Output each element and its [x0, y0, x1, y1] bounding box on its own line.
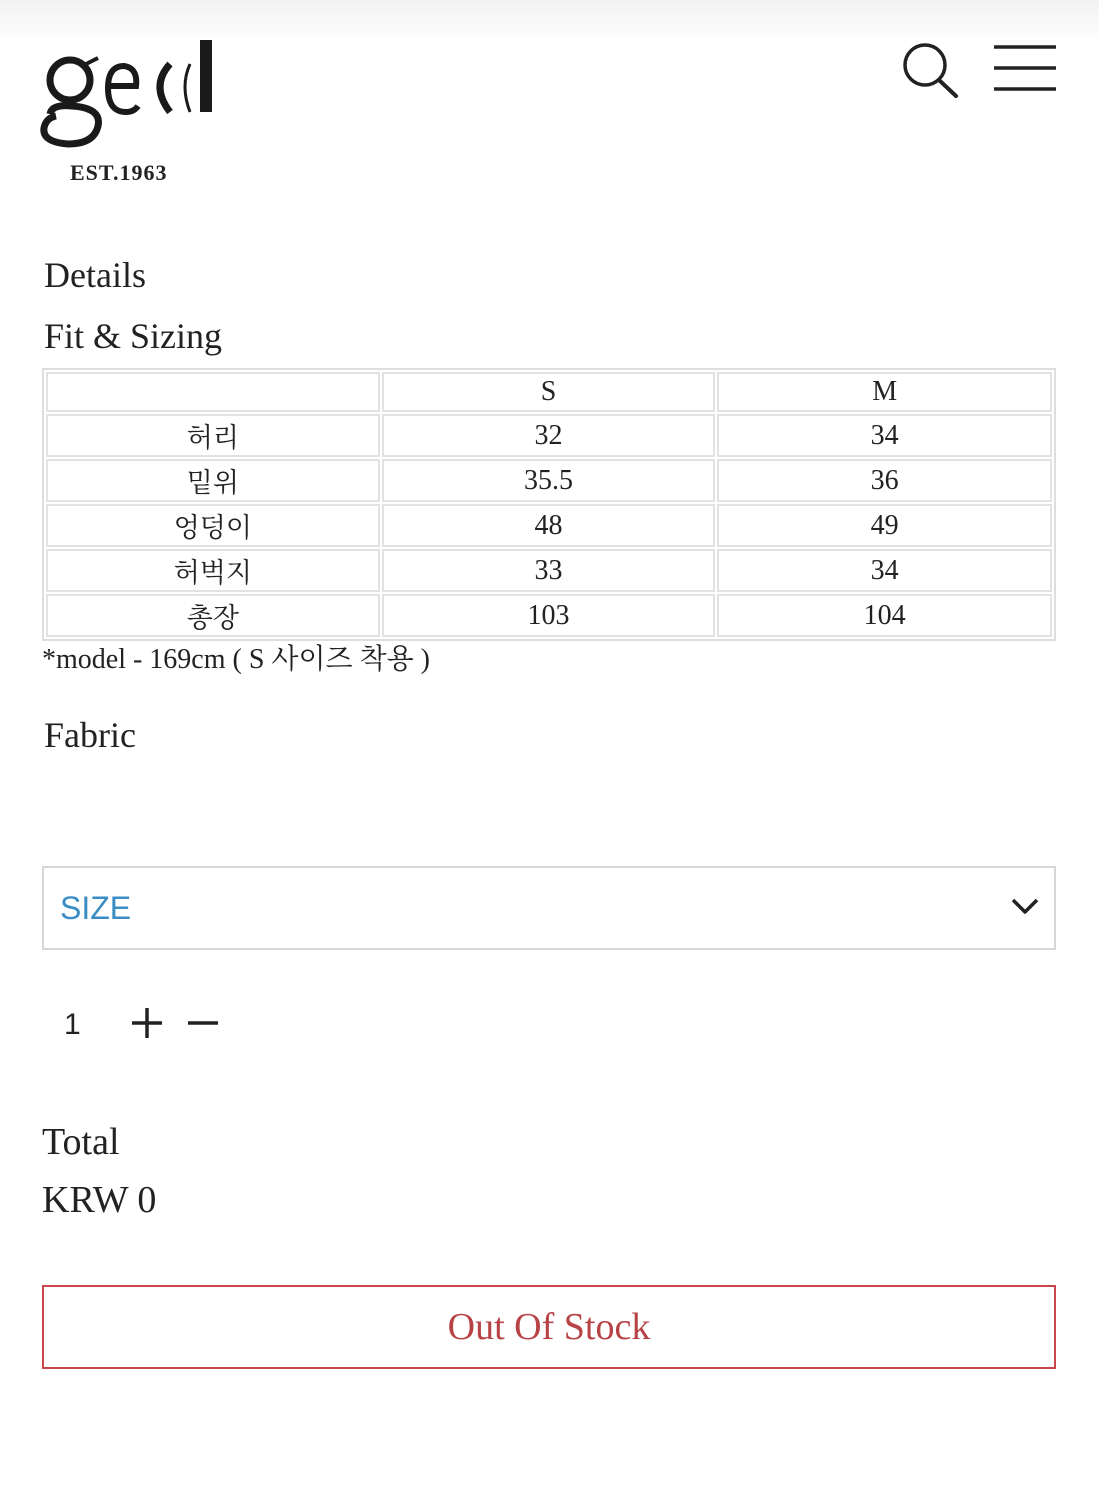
brand-logo[interactable] — [40, 28, 230, 198]
total-label: Total — [42, 1121, 120, 1163]
details-heading[interactable]: Details — [44, 255, 146, 295]
fit-sizing-heading[interactable]: Fit & Sizing — [44, 316, 223, 356]
quantity-value: 1 — [64, 1008, 81, 1041]
plus-icon — [124, 1000, 170, 1046]
row-label: 밑위 — [46, 459, 380, 502]
logo-tagline: EST.1963 — [70, 160, 168, 185]
table-header-row — [46, 372, 1052, 412]
table-cell: 48 — [382, 504, 716, 547]
minus-icon — [180, 1000, 226, 1046]
row-label: 엉덩이 — [46, 504, 380, 547]
size-select[interactable] — [42, 866, 1056, 950]
table-header-cell: S — [382, 372, 716, 412]
table-row — [46, 549, 1052, 592]
table-row — [46, 594, 1052, 637]
table-cell: 34 — [717, 414, 1052, 457]
row-label: 총장 — [46, 594, 380, 637]
logo-mark — [40, 28, 230, 158]
table-cell: 32 — [382, 414, 716, 457]
table-cell: 36 — [717, 459, 1052, 502]
total-price: KRW 0 — [42, 1179, 157, 1221]
hamburger-menu-icon — [990, 40, 1060, 96]
table-header-cell — [46, 372, 380, 412]
table-cell: 34 — [717, 549, 1052, 592]
out-of-stock-label: Out Of Stock — [447, 1306, 651, 1348]
search-button[interactable] — [898, 38, 962, 102]
table-row — [46, 459, 1052, 502]
size-select-value: SIZE — [60, 890, 132, 926]
table-cell: 104 — [717, 594, 1052, 637]
out-of-stock-button[interactable] — [42, 1285, 1056, 1369]
quantity-minus-button[interactable] — [180, 1000, 226, 1046]
table-row — [46, 414, 1052, 457]
table-cell: 49 — [717, 504, 1052, 547]
table-cell: 103 — [382, 594, 716, 637]
table-cell: 33 — [382, 549, 716, 592]
table-cell: 35.5 — [382, 459, 716, 502]
model-size-note: *model - 169cm ( S 사이즈 착용 ) — [42, 644, 430, 675]
row-label: 허리 — [46, 414, 380, 457]
table-row — [46, 504, 1052, 547]
chevron-down-icon — [1010, 894, 1040, 918]
search-icon — [898, 38, 962, 102]
quantity-plus-button[interactable] — [124, 1000, 170, 1046]
fabric-heading[interactable]: Fabric — [44, 715, 136, 755]
table-header-cell: M — [717, 372, 1052, 412]
menu-button[interactable] — [990, 40, 1060, 96]
row-label: 허벅지 — [46, 549, 380, 592]
size-table — [42, 368, 1056, 641]
